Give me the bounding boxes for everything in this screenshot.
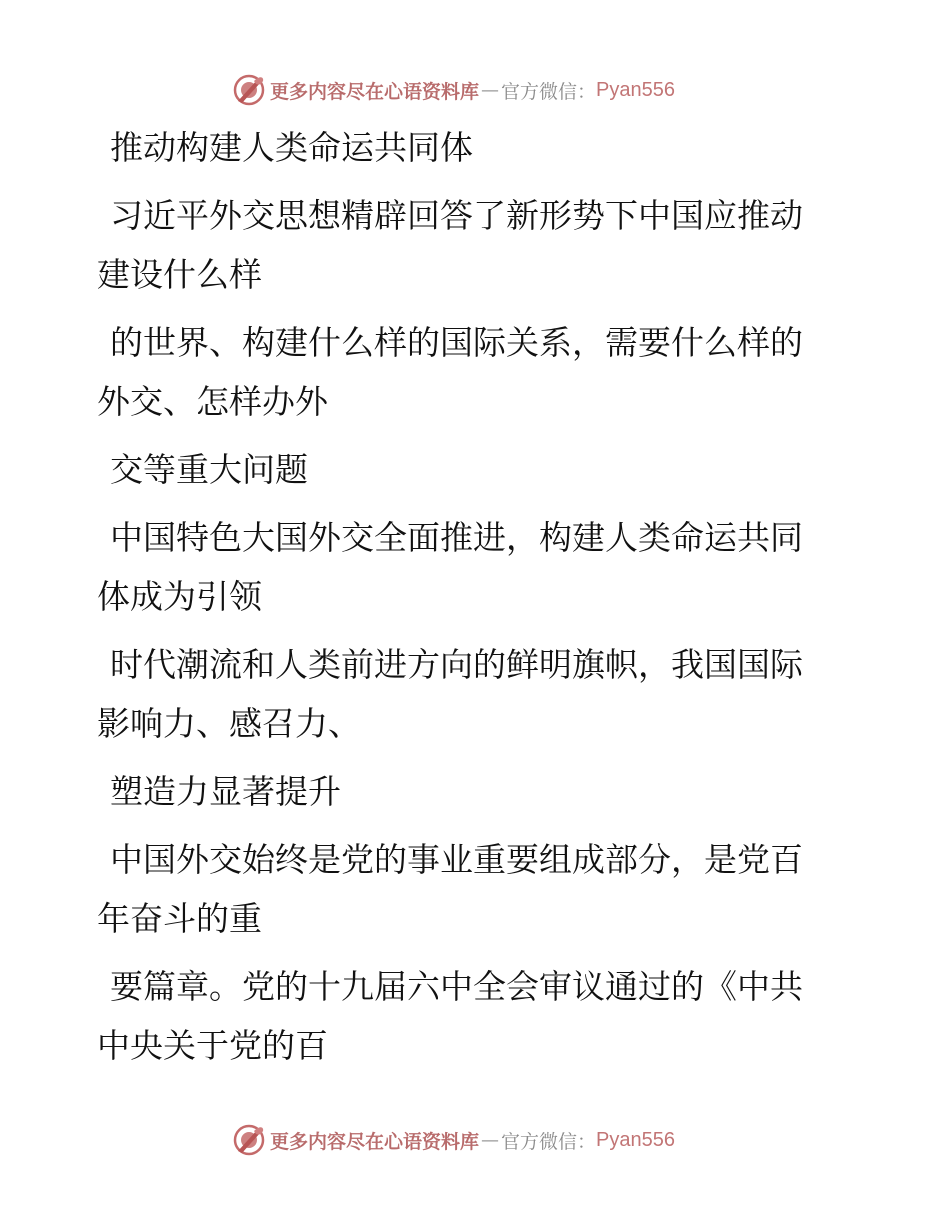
watermark-wechat-label: 官方微信： <box>501 1130 597 1153</box>
text-line: 的世界、构建什么样的国际关系，需要什么样的 <box>110 323 803 362</box>
paragraph-gap <box>97 948 832 957</box>
paragraph-gap <box>97 821 832 830</box>
paragraph-gap <box>97 304 832 313</box>
watermark-wechat-id: Pyan556 <box>596 78 675 101</box>
text-line: 影响力、感召力、 <box>97 704 361 743</box>
watermark-dash: — <box>481 79 500 101</box>
watermark-main-text: 更多内容尽在心语资料库 <box>270 1130 480 1153</box>
quill-logo-icon <box>232 73 266 107</box>
text-line: 习近平外交思想精辟回答了新形势下中国应推动 <box>110 196 803 235</box>
text-line: 中国特色大国外交全面推进，构建人类命运共同 <box>110 518 803 557</box>
text-line: 塑造力显著提升 <box>110 772 341 811</box>
text-line: 外交、怎样办外 <box>97 382 328 421</box>
watermark-wechat-id: Pyan556 <box>596 1128 675 1151</box>
quill-logo-icon <box>232 1123 266 1157</box>
text-line: 建设什么样 <box>97 255 262 294</box>
text-line: 年奋斗的重 <box>97 899 262 938</box>
paragraph-gap <box>97 626 832 635</box>
watermark-main-text: 更多内容尽在心语资料库 <box>270 80 480 103</box>
watermark-dash: — <box>481 1129 500 1151</box>
text-line: 中央关于党的百 <box>97 1026 328 1065</box>
text-line: 体成为引领 <box>97 577 262 616</box>
footer-watermark <box>232 1122 732 1158</box>
paragraph-gap <box>97 753 832 762</box>
document-body <box>97 118 832 1075</box>
paragraph-gap <box>97 499 832 508</box>
text-line: 交等重大问题 <box>110 450 308 489</box>
text-line: 推动构建人类命运共同体 <box>110 128 473 167</box>
text-line: 要篇章。党的十九届六中全会审议通过的《中共 <box>110 967 803 1006</box>
paragraph-gap <box>97 177 832 186</box>
header-watermark <box>232 72 732 108</box>
text-line: 时代潮流和人类前进方向的鲜明旗帜，我国国际 <box>110 645 803 684</box>
paragraph-gap <box>97 431 832 440</box>
text-line: 中国外交始终是党的事业重要组成部分，是党百 <box>110 840 803 879</box>
watermark-wechat-label: 官方微信： <box>501 80 597 103</box>
